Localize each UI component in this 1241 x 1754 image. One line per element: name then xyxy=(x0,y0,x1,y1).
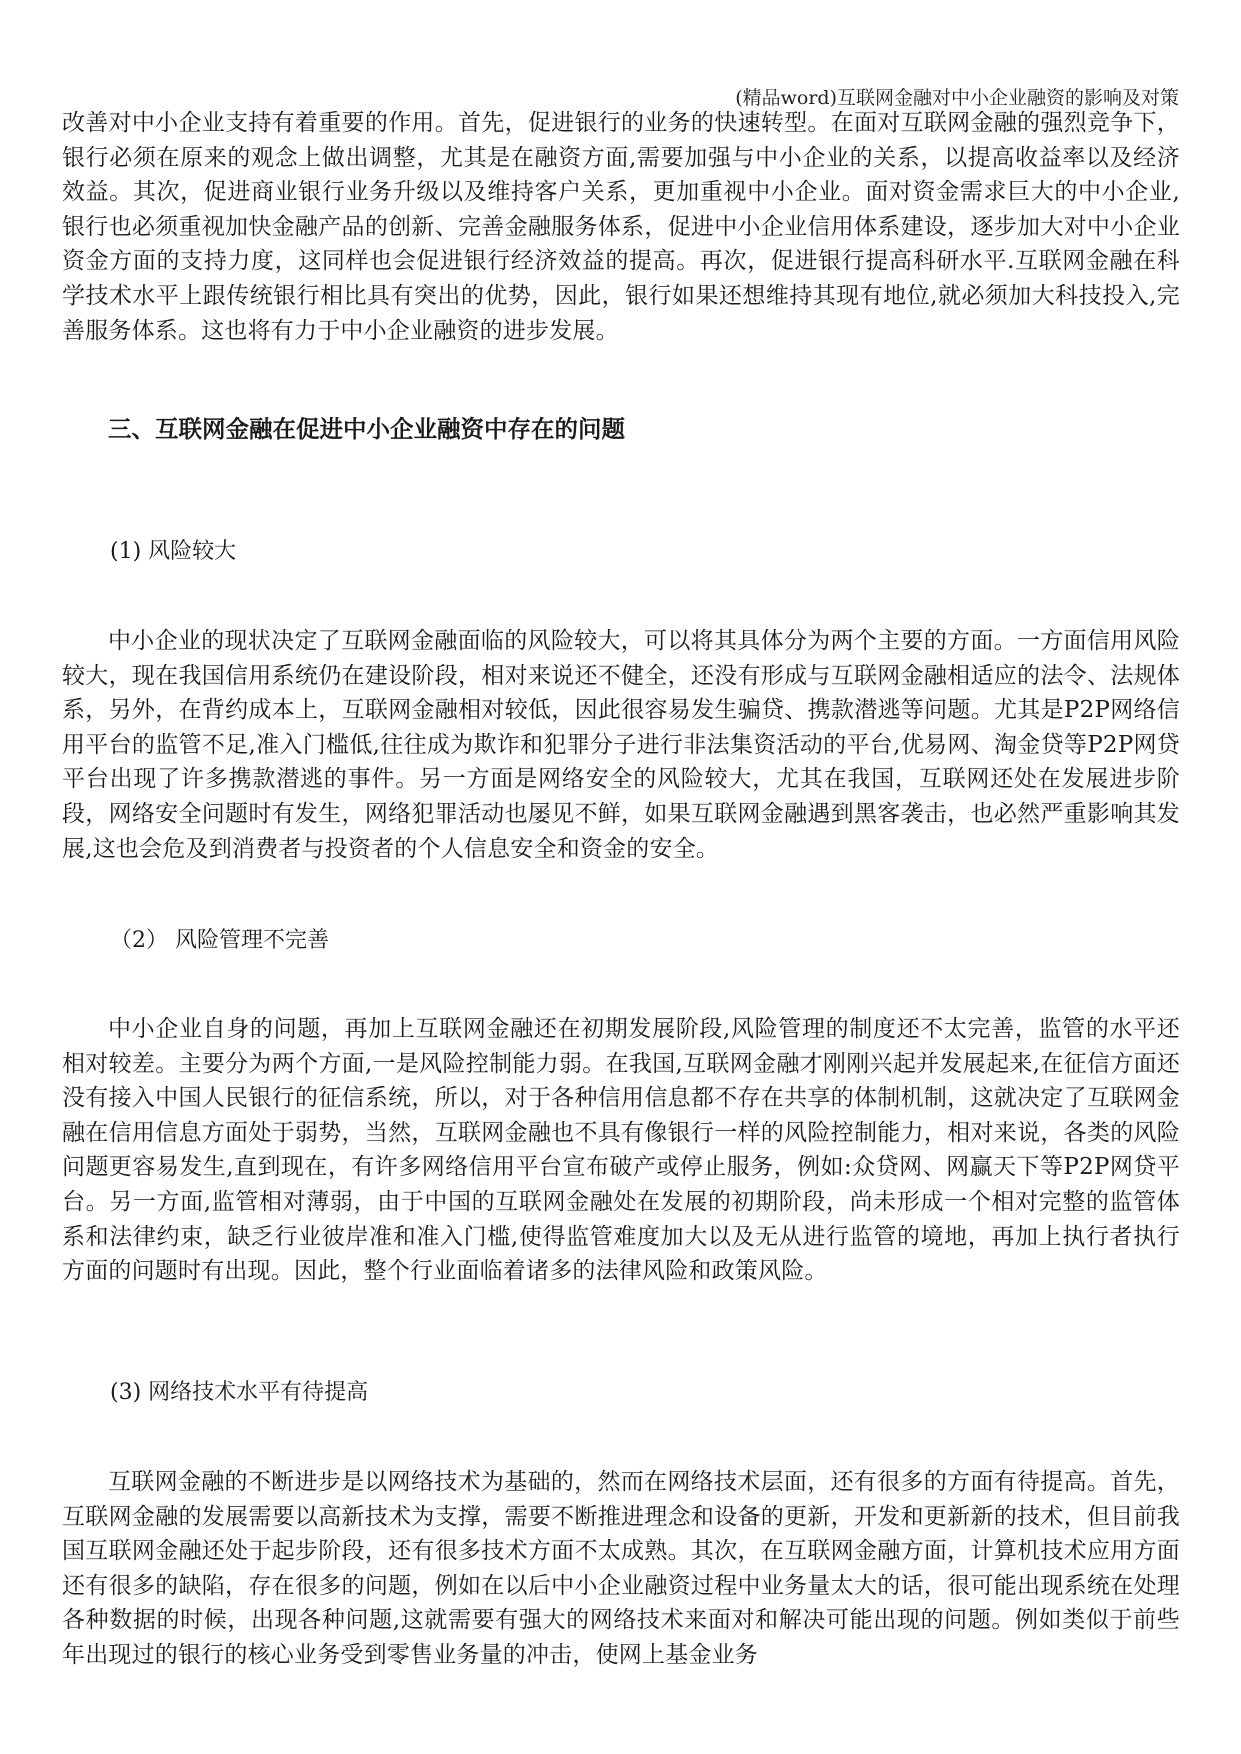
subsection-title-2: （2） 风险管理不完善 xyxy=(110,928,329,953)
subsection-title-3: (3) 网络技术水平有待提高 xyxy=(110,1380,369,1405)
subsection-paragraph-2: 中小企业自身的问题，再加上互联网金融还在初期发展阶段,风险管理的制度还不太完善，监管的水平还相对较差。主要分为两个方面,一是风险控制能力弱。在我国,互联网金融才刚刚兴起并发展起来,在征信方面还没有接入中国人民银行的征信系统，所以，对于各种信用信息都不存在共享的体制机制，这就决定了互联网金融在信用信息方面处于弱势，当然，互联网金融也不具有像银行一样的风险控制能力，相对来说，各类的风险问题更容易发生,直到现在，有许多网络信用平台宣布破产或停止服务，例如:众贷网、网赢天下等P2P网贷平台。另一方面,监管相对薄弱，由于中国的互联网金融处在发展的初期阶段，尚未形成一个相对完整的监管体系和法律约束，缺乏行业彼岸准和准入门槛,使得监管难度加大以及无从进行监管的境地，再加上执行者执行方面的问题时有出现。因此，整个行业面临着诸多的法律风险和政策风险。 xyxy=(62,1016,1180,1285)
section-heading: 三、互联网金融在促进中小企业融资中存在的问题 xyxy=(108,415,625,443)
subsection-title-1: (1) 风险较大 xyxy=(110,539,237,564)
subsection-paragraph-1: 中小企业的现状决定了互联网金融面临的风险较大，可以将其具体分为两个主要的方面。一方面信用风险较大，现在我国信用系统仍在建设阶段，相对来说还不健全，还没有形成与互联网金融相适应的法令、法规体系，另外，在背约成本上，互联网金融相对较低，因此很容易发生骗贷、携款潜逃等问题。尤其是P2P网络信用平台的监管不足,准入门槛低,往往成为欺诈和犯罪分子进行非法集资活动的平台,优易网、淘金贷等P2P网贷平台出现了许多携款潜逃的事件。另一方面是网络安全的风险较大，尤其在我国，互联网还处在发展进步阶段，网络安全问题时有发生，网络犯罪活动也屡见不鲜，如果互联网金融遇到黑客袭击，也必然严重影响其发展,这也会危及到消费者与投资者的个人信息安全和资金的安全。 xyxy=(62,628,1180,862)
subsection-paragraph-3: 互联网金融的不断进步是以网络技术为基础的，然而在网络技术层面，还有很多的方面有待提高。首先，互联网金融的发展需要以高新技术为支撑，需要不断推进理念和设备的更新，开发和更新新的技术，但目前我国互联网金融还处于起步阶段，还有很多技术方面不太成熟。其次，在互联网金融方面，计算机技术应用方面还有很多的缺陷，存在很多的问题，例如在以后中小企业融资过程中业务量太大的话，很可能出现系统在处理各种数据的时候，出现各种问题,这就需要有强大的网络技术来面对和解决可能出现的问题。例如类似于前些年出现过的银行的核心业务受到零售业务量的冲击，使网上基金业务 xyxy=(62,1469,1180,1668)
running-header: (精品word)互联网金融对中小企业融资的影响及对策 xyxy=(735,87,1179,109)
intro-paragraph: 改善对中小企业支持有着重要的作用。首先，促进银行的业务的快速转型。在面对互联网金融的强烈竞争下，银行必须在原来的观念上做出调整，尤其是在融资方面,需要加强与中小企业的关系，以提高收益率以及经济效益。其次，促进商业银行业务升级以及维持客户关系，更加重视中小企业。面对资金需求巨大的中小企业,银行也必须重视加快金融产品的创新、完善金融服务体系，促进中小企业信用体系建设，逐步加大对中小企业资金方面的支持力度，这同样也会促进银行经济效益的提高。再次，促进银行提高科研水平.互联网金融在科学技术水平上跟传统银行相比具有突出的优势，因此，银行如果还想维持其现有地位,就必须加大科技投入,完善服务体系。这也将有力于中小企业融资的进步发展。 xyxy=(62,110,1180,344)
